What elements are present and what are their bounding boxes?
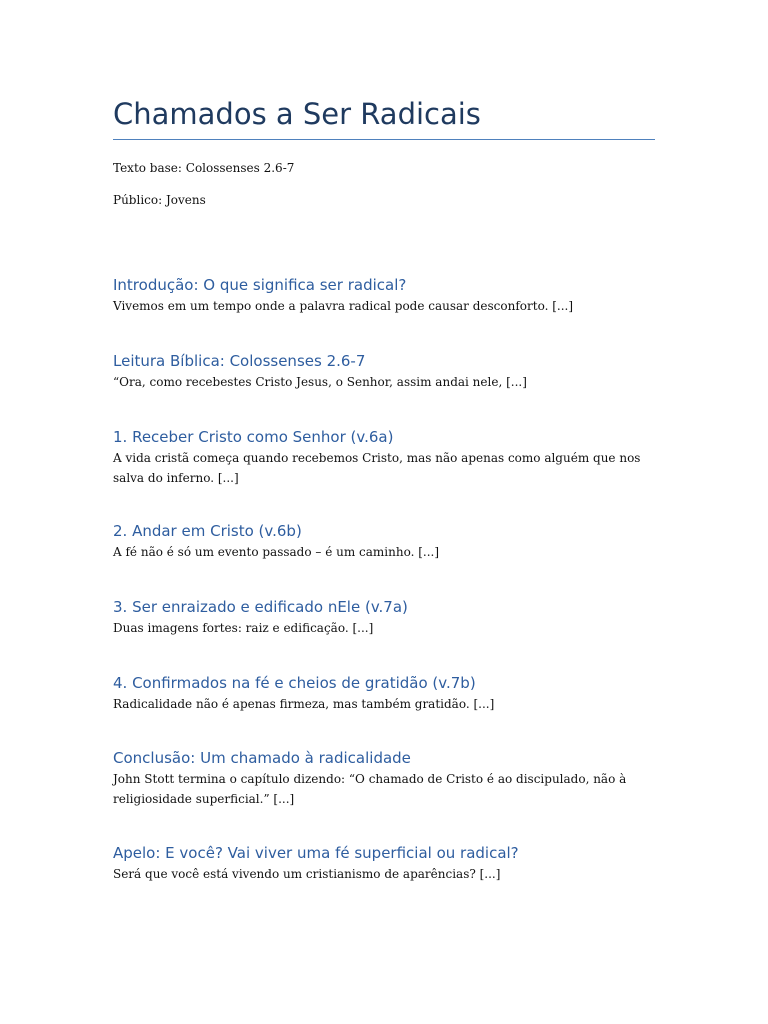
section-body: Será que você está vivendo um cristianismo de aparências? [...] [113, 867, 501, 881]
section-leitura-biblica [113, 350, 655, 392]
section-andar-em-cristo [113, 520, 655, 562]
section-body: A fé não é só um evento passado – é um caminho. [...] [113, 545, 440, 559]
section-receber-cristo [113, 426, 655, 488]
section-apelo [113, 842, 655, 884]
texto-base-line: Texto base: Colossenses 2.6-7 [113, 161, 295, 175]
section-heading: Conclusão: Um chamado à radicalidade [113, 749, 411, 767]
section-body: “Ora, como recebestes Cristo Jesus, o Senhor, assim andai nele, [...] [113, 375, 527, 389]
section-heading: 4. Confirmados na fé e cheios de gratidão (v.7b) [113, 674, 476, 692]
document-page [113, 0, 655, 1024]
section-heading: Apelo: E você? Vai viver uma fé superficial ou radical? [113, 844, 519, 862]
section-confirmados-na-fe [113, 672, 655, 714]
section-heading: Introdução: O que significa ser radical? [113, 276, 407, 294]
section-heading: 3. Ser enraizado e edificado nEle (v.7a) [113, 598, 408, 616]
page-title: Chamados a Ser Radicais [113, 97, 481, 131]
section-body: A vida cristã começa quando recebemos Cristo, mas não apenas como alguém que nos salva do inferno. [...] [113, 451, 641, 485]
section-body: Duas imagens fortes: raiz e edificação. [...] [113, 621, 374, 635]
section-body: Radicalidade não é apenas firmeza, mas também gratidão. [...] [113, 697, 495, 711]
section-heading: Leitura Bíblica: Colossenses 2.6-7 [113, 352, 366, 370]
title-underline-rule [113, 139, 655, 140]
section-introducao [113, 274, 655, 316]
section-body: John Stott termina o capítulo dizendo: “O chamado de Cristo é ao discipulado, não à religiosidade superficial.” [...] [113, 772, 627, 806]
publico-line: Público: Jovens [113, 193, 206, 207]
section-body: Vivemos em um tempo onde a palavra radical pode causar desconforto. [...] [113, 299, 574, 313]
section-conclusao [113, 747, 655, 809]
section-heading: 2. Andar em Cristo (v.6b) [113, 522, 302, 540]
section-enraizado-edificado [113, 596, 655, 638]
section-heading: 1. Receber Cristo como Senhor (v.6a) [113, 428, 394, 446]
